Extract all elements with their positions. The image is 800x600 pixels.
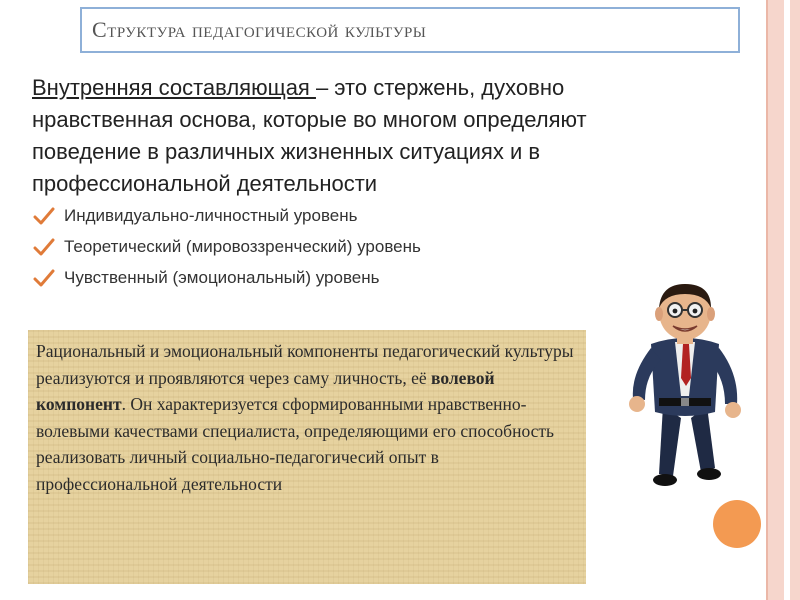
slide-title: Структура педагогической культуры <box>92 17 427 42</box>
intro-definition: – это стержень, духовно нравственная основа, которые во многом определяют поведение в различных жизненных ситуациях и в профессиональной деятельности <box>32 75 587 196</box>
parchment-text-box <box>28 330 586 584</box>
decorative-side-band <box>766 0 800 600</box>
bullet-text: Теоретический (мировоззренческий) уровень <box>64 236 421 256</box>
intro-paragraph <box>32 72 672 200</box>
box-bold-term: волевой компонент <box>36 367 495 414</box>
title-box <box>80 7 740 53</box>
bullet-text: Чувственный (эмоциональный) уровень <box>64 267 380 287</box>
bullet-text: Индивидуально-личностный уровень <box>64 205 358 225</box>
businessman-illustration <box>615 278 755 494</box>
check-icon <box>32 207 56 225</box>
box-paragraph <box>36 338 578 497</box>
bullet-item <box>32 200 592 231</box>
intro-term: Внутренняя составляющая <box>32 75 316 100</box>
decorative-stripe <box>784 0 790 600</box>
check-icon <box>32 238 56 256</box>
box-text-part2: . Он характеризуется сформированными нравственно-волевыми качествами специалиста, определяющими его способность реализовать личный социально-педагогичесий опыт в профессиональной деятельности <box>36 394 555 494</box>
bullet-list <box>32 200 592 293</box>
check-icon <box>32 269 56 287</box>
bullet-item <box>32 231 592 262</box>
box-text-part1: Рациональный и эмоциональный компоненты педагогический культуры реализуются и проявляются через саму личность, её <box>36 341 574 388</box>
bullet-item <box>32 262 592 293</box>
orange-circle-decoration <box>713 500 761 548</box>
